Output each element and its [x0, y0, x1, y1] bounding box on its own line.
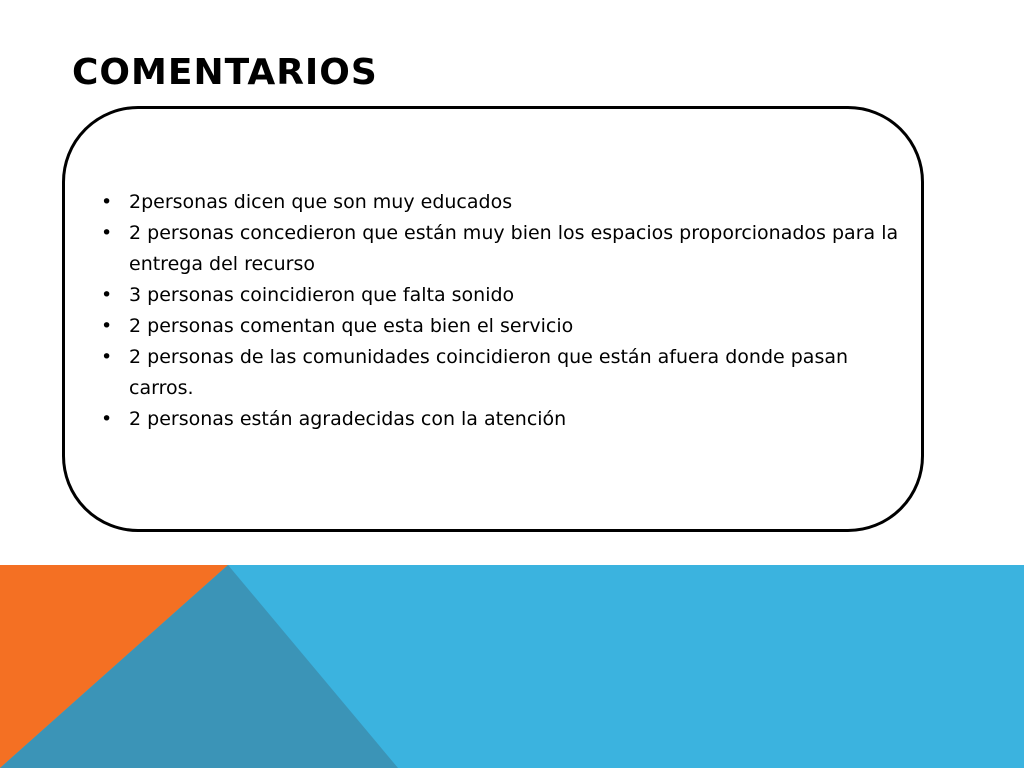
decorative-footer-shapes	[0, 565, 1024, 768]
bullet-item	[101, 404, 901, 435]
bullet-text: 3 personas coincidieron que falta sonido	[129, 284, 515, 306]
bullet-item	[101, 218, 901, 280]
bullet-text: 2 personas comentan que esta bien el servicio	[129, 315, 574, 337]
bullet-dot-icon: •	[101, 408, 113, 430]
bullet-list	[101, 187, 901, 435]
bullet-text: 2 personas concedieron que están muy bien los espacios proporcionados para la entrega del recurso	[129, 222, 899, 275]
bullet-item	[101, 311, 901, 342]
bullet-text: 2 personas están agradecidas con la atención	[129, 408, 567, 430]
bullet-item	[101, 342, 901, 404]
content-box	[62, 106, 924, 532]
bullet-dot-icon: •	[101, 346, 113, 368]
bullet-dot-icon: •	[101, 284, 113, 306]
bullet-dot-icon: •	[101, 315, 113, 337]
bullet-text: 2personas dicen que son muy educados	[129, 191, 513, 213]
bullet-item	[101, 280, 901, 311]
bullet-dot-icon: •	[101, 191, 113, 213]
bullet-dot-icon: •	[101, 222, 113, 244]
slide-title: COMENTARIOS	[72, 52, 378, 93]
bullet-item	[101, 187, 901, 218]
bullet-text: 2 personas de las comunidades coincidieron que están afuera donde pasan carros.	[129, 346, 849, 399]
